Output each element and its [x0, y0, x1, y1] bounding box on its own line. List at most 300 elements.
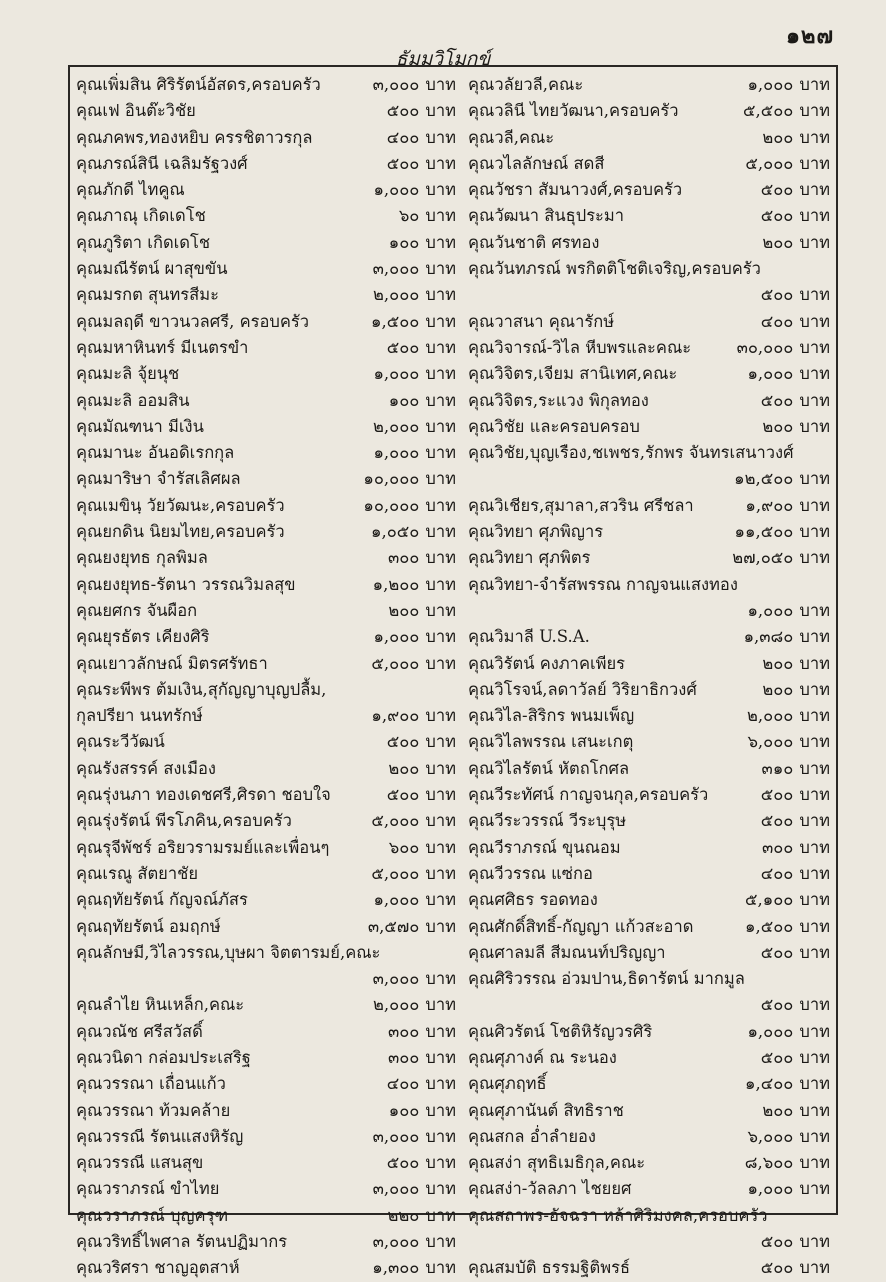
donor-entry — [76, 1176, 456, 1202]
donor-entry — [468, 1150, 830, 1176]
donor-name: คุณยกดิน นิยมไทย,ครอบครัว — [76, 522, 285, 542]
donation-amount-group — [762, 414, 830, 440]
currency-unit: บาท — [799, 337, 830, 357]
donation-amount: ๓,๐๐๐ — [372, 1126, 420, 1146]
donation-amount-group — [824, 572, 830, 598]
donor-entry — [76, 1045, 456, 1071]
running-header: ธัมมวิโมกข์ — [395, 48, 491, 70]
donation-amount: ๑,๐๐๐ — [747, 1179, 794, 1199]
currency-unit: บาท — [799, 890, 830, 910]
donation-amount-group — [388, 598, 456, 624]
currency-unit: บาท — [799, 548, 830, 568]
donor-entry — [468, 782, 830, 808]
donor-entry — [468, 125, 830, 151]
donation-amount-group — [387, 1071, 456, 1097]
donation-amount: ๕๐๐ — [760, 995, 794, 1015]
donation-amount: ๖,๐๐๐ — [747, 732, 794, 752]
donation-amount-group — [761, 782, 830, 808]
donor-name: คุณสง่า สุทธิเมธิกุล,คณะ — [468, 1153, 646, 1173]
donor-name: คุณวิรัตน์ คงภาคเพียร — [468, 653, 626, 673]
currency-unit: บาท — [799, 180, 830, 200]
donor-name: คุณเยาวลักษณ์ มิตรศรัทธา — [76, 653, 268, 673]
donation-amount: ๑๐,๐๐๐ — [363, 495, 420, 515]
donor-entry — [468, 519, 830, 545]
currency-unit: บาท — [799, 1153, 830, 1173]
currency-unit: บาท — [799, 495, 830, 515]
donor-name: คุณเฟ อินต๊ะวิชัย — [76, 101, 196, 121]
currency-unit: บาท — [799, 785, 830, 805]
currency-unit: บาท — [425, 811, 456, 831]
donation-amount-group — [373, 887, 456, 913]
donor-name: คุณวันชาติ ศรทอง — [468, 232, 600, 252]
donor-entry — [76, 125, 456, 151]
currency-unit: บาท — [425, 758, 456, 778]
donor-entry — [76, 72, 456, 98]
donation-amount-group — [762, 677, 830, 703]
currency-unit: บาท — [425, 863, 456, 883]
donor-entry — [468, 1176, 830, 1202]
currency-unit: บาท — [799, 206, 830, 226]
donor-name: คุณวิจารณ์-วิไล หีบพรและคณะ — [468, 337, 692, 357]
currency-unit: บาท — [799, 732, 830, 752]
currency-unit: บาท — [799, 837, 830, 857]
donor-entry — [76, 966, 456, 992]
donation-amount-group — [824, 256, 830, 282]
donor-entry — [468, 388, 830, 414]
donation-amount: ๘,๖๐๐ — [744, 1153, 794, 1173]
donation-amount: ๕๐๐ — [760, 180, 794, 200]
currency-unit: บาท — [425, 285, 456, 305]
donation-amount-group — [373, 72, 456, 98]
donor-name: คุณรุจีพัชร์ อริยวรามรมย์และเพื่อนๆ — [76, 837, 330, 857]
currency-unit: บาท — [799, 1258, 830, 1278]
donation-amount-group — [373, 572, 456, 598]
currency-unit: บาท — [425, 1100, 456, 1120]
donor-entry — [76, 1124, 456, 1150]
donation-amount: ๑,๐๐๐ — [747, 364, 794, 384]
donor-entry — [76, 335, 456, 361]
donor-entry — [468, 729, 830, 755]
donor-entry — [468, 1045, 830, 1071]
donation-amount-group — [761, 861, 830, 887]
donor-entry — [76, 361, 456, 387]
donation-amount: ๑,๐๕๐ — [371, 522, 420, 542]
donor-name: คุณวณัช ศรีสวัสดิ์ — [76, 1021, 203, 1041]
donor-entry — [468, 940, 830, 966]
donation-amount: ๑,๐๐๐ — [373, 627, 420, 647]
currency-unit: บาท — [799, 311, 830, 331]
donor-entry — [468, 361, 830, 387]
donation-amount-group — [387, 335, 456, 361]
donor-entry — [76, 203, 456, 229]
donor-entry — [468, 256, 830, 282]
donation-amount: ๒,๐๐๐ — [373, 995, 420, 1015]
currency-unit: บาท — [425, 364, 456, 384]
donation-amount-group — [761, 1229, 830, 1255]
donation-amount: ๔๐๐ — [760, 863, 794, 883]
donor-entry — [468, 861, 830, 887]
currency-unit: บาท — [799, 863, 830, 883]
donation-amount: ๓,๐๐๐ — [372, 259, 420, 279]
currency-unit: บาท — [799, 469, 830, 489]
currency-unit: บาท — [425, 732, 456, 752]
donor-entry — [468, 335, 830, 361]
donation-amount-group — [732, 545, 830, 571]
donor-name: คุณฤทัยรัตน์ กัญจณ์ภัสร — [76, 890, 248, 910]
donor-name: คุณมะลิ ออมสิน — [76, 390, 190, 410]
donor-name: คุณมหาหินทร์ มีเนตรขำ — [76, 337, 249, 357]
donor-entry — [76, 572, 456, 598]
donor-entry — [76, 1229, 456, 1255]
donor-entry — [76, 1098, 456, 1124]
donor-name: คุณวีวรรณ แซ่กอ — [468, 863, 593, 883]
donor-name: คุณรุ่งรัตน์ พีรโภคิน,ครอบครัว — [76, 811, 292, 831]
donor-entry — [468, 466, 830, 492]
donor-name: คุณศักดิ์สิทธิ์-กัญญา แก้วสะอาด — [468, 916, 694, 936]
donation-amount-group — [388, 756, 456, 782]
donor-name: คุณลักษมี,วิไลวรรณ,บุษผา จิตตารมย์,คณะ — [76, 942, 381, 962]
donation-amount: ๑,๐๐๐ — [747, 600, 794, 620]
donor-name: คุณเรณู สัตยาชัย — [76, 863, 198, 883]
donation-amount-group — [371, 651, 456, 677]
donation-amount: ๑๐,๐๐๐ — [363, 469, 420, 489]
donor-name: คุณวิมาลี U.S.A. — [468, 627, 590, 647]
donor-name: คุณภรณ์สินี เฉลิมรัฐวงศ์ — [76, 153, 248, 173]
donor-name: คุณวิทยา ศุภพิญาร — [468, 522, 604, 542]
donor-entry — [76, 782, 456, 808]
donation-amount: ๕,๐๐๐ — [371, 653, 420, 673]
donor-name: คุณฤทัยรัตน์ อมฤกษ์ — [76, 916, 221, 936]
donation-amount-group — [389, 1098, 456, 1124]
donation-amount: ๕๐๐ — [760, 785, 794, 805]
currency-unit: บาท — [799, 916, 830, 936]
donor-entry — [468, 966, 830, 992]
donor-entry — [468, 230, 830, 256]
currency-unit: บาท — [799, 1126, 830, 1146]
donor-name: คุณยุรธัตร เคียงศิริ — [76, 627, 210, 647]
currency-unit: บาท — [425, 1153, 456, 1173]
donation-amount: ๑,๓๘๐ — [743, 627, 794, 647]
currency-unit: บาท — [799, 232, 830, 252]
donation-amount: ๑,๕๐๐ — [745, 916, 794, 936]
donor-entry — [76, 887, 456, 913]
donation-amount: ๕๐๐ — [760, 390, 794, 410]
donor-name: คุณวัฒนา สินธุประมา — [468, 206, 625, 226]
donor-entry — [76, 1203, 456, 1229]
donation-amount-group — [388, 1019, 456, 1045]
donor-name: คุณศุภางค์ ณ ระนอง — [468, 1047, 617, 1067]
donation-amount-group — [761, 1045, 830, 1071]
donor-entry — [76, 414, 456, 440]
donation-amount: ๕,๕๐๐ — [743, 101, 794, 121]
donor-name: คุณเพิ่มสิน ศิริรัตน์อัสดร,ครอบครัว — [76, 75, 321, 94]
donor-name: คุณศาลมลี สีมณนท์ปริญญา — [468, 942, 666, 962]
donation-amount-group — [387, 1150, 456, 1176]
page-number: ๑๒๗ — [785, 23, 834, 49]
donation-amount: ๕๐๐ — [760, 285, 794, 305]
donor-name: คุณวรรณา เถื่อนแก้ว — [76, 1074, 226, 1094]
donor-name: คุณวิจิตร,ระแวง พิกุลทอง — [468, 390, 649, 410]
donation-amount: ๓๐๐ — [387, 548, 420, 568]
donor-name: คุณวาสนา คุณารักษ์ — [468, 311, 615, 331]
donation-amount: ๑,๐๐๐ — [373, 443, 420, 463]
donor-entry — [76, 98, 456, 124]
donor-entry — [468, 651, 830, 677]
donation-amount: ๑,๐๐๐ — [373, 180, 420, 200]
donation-amount-group — [734, 466, 830, 492]
currency-unit: บาท — [425, 706, 456, 726]
donor-name: คุณภคพร,ทองหยิบ ครรชิตาวรกุล — [76, 127, 313, 147]
donation-amount: ๕,๐๐๐ — [371, 863, 420, 883]
donor-name: คุณวไลลักษณ์ สดสี — [468, 153, 605, 173]
currency-unit: บาท — [425, 890, 456, 910]
donation-amount-group — [761, 992, 830, 1018]
donor-name: คุณมานะ อันอดิเรกกุล — [76, 443, 235, 463]
donor-entry — [468, 677, 830, 703]
donor-name: คุณสง่า-วัลลภา ไชยยศ — [468, 1179, 632, 1199]
donor-entry — [468, 624, 830, 650]
donor-entry — [76, 835, 456, 861]
donation-amount-group — [747, 1124, 830, 1150]
donation-amount: ๑๐๐ — [388, 1100, 420, 1120]
donor-name: คุณวิไลพรรณ เสนะเกตุ — [468, 732, 634, 752]
donor-name: คุณวรรณี แสนสุข — [76, 1153, 204, 1173]
donor-name: คุณศศิธร รอดทอง — [468, 890, 598, 910]
donor-name: คุณวรรณา ท้วมคล้าย — [76, 1100, 231, 1120]
donation-amount-group — [761, 940, 830, 966]
donation-amount-group — [450, 940, 456, 966]
donor-entry — [468, 914, 830, 940]
donor-name: คุณวิเชียร,สุมาลา,สวริน ศรีชลา — [468, 495, 694, 515]
donor-entry — [76, 1150, 456, 1176]
donation-amount: ๖๐ — [398, 206, 420, 226]
currency-unit: บาท — [425, 837, 456, 857]
donor-name: คุณมะลิ จุ้ยนุช — [76, 364, 180, 384]
donation-amount: ๕๐๐ — [386, 785, 420, 805]
currency-unit: บาท — [425, 337, 456, 357]
currency-unit: บาท — [425, 1205, 456, 1225]
currency-unit: บาท — [425, 522, 456, 542]
donation-amount: ๖๐๐ — [388, 837, 420, 857]
donor-entry — [76, 1019, 456, 1045]
donation-amount-group — [745, 914, 830, 940]
donation-amount-group — [373, 1124, 456, 1150]
donor-name: คุณมาริษา จำรัสเลิศผล — [76, 469, 241, 489]
donation-amount: ๑,๙๐๐ — [371, 706, 420, 726]
donation-amount: ๑,๐๐๐ — [373, 364, 420, 384]
currency-unit: บาท — [425, 995, 456, 1015]
donation-amount-group — [363, 466, 456, 492]
donation-amount: ๒๐๐ — [762, 127, 794, 147]
donation-amount: ๓,๐๐๐ — [372, 1179, 420, 1199]
donation-amount: ๓๐,๐๐๐ — [736, 337, 794, 357]
donation-amount-group — [747, 729, 830, 755]
donation-amount: ๑,๔๐๐ — [745, 1074, 794, 1094]
donation-amount-group — [745, 493, 830, 519]
donor-name: คุณศิวรัตน์ โชติหิรัญวรศิริ — [468, 1021, 653, 1041]
donation-amount: ๓๐๐ — [761, 837, 794, 857]
donation-amount: ๕๐๐ — [760, 1047, 794, 1067]
donor-name: คุณสกล อ่ำลำยอง — [468, 1126, 596, 1146]
donation-amount: ๕๐๐ — [760, 811, 794, 831]
donation-amount-group — [373, 414, 456, 440]
donor-entry — [468, 1203, 830, 1229]
donor-entry — [76, 703, 456, 729]
donation-amount-group — [389, 835, 456, 861]
donation-amount: ๑๒,๕๐๐ — [734, 469, 794, 489]
donor-entry — [76, 466, 456, 492]
currency-unit: บาท — [799, 706, 830, 726]
currency-unit: บาท — [425, 627, 456, 647]
donation-amount: ๒๒๐ — [387, 1205, 420, 1225]
donation-amount: ๖,๐๐๐ — [747, 1126, 794, 1146]
donation-amount: ๒,๐๐๐ — [373, 285, 420, 305]
donation-amount: ๑,๐๐๐ — [747, 1021, 794, 1041]
donor-name: คุณมรกต สุนทรสีมะ — [76, 285, 219, 305]
currency-unit: บาท — [425, 416, 456, 436]
donor-name: คุณวราภรณ์ บุญครุฑ — [76, 1205, 229, 1225]
donation-amount: ๕๐๐ — [386, 153, 420, 173]
donor-entry — [76, 151, 456, 177]
donor-name: คุณรังสรรค์ สงเมือง — [76, 758, 216, 778]
donation-amount-group — [373, 256, 456, 282]
donation-amount: ๕๐๐ — [386, 101, 420, 121]
donation-amount-group — [371, 703, 456, 729]
donation-amount-group — [747, 361, 830, 387]
donor-name: คุณมลฤดี ขาวนวลศรี, ครอบครัว — [76, 311, 310, 331]
donation-amount-group — [363, 493, 456, 519]
donor-entry — [468, 1229, 830, 1255]
donor-entry — [468, 887, 830, 913]
donor-list-left-column — [76, 72, 456, 1282]
donor-name: คุณสมบัติ ธรรมฐิติพรธ์ — [468, 1258, 631, 1278]
donor-entry — [76, 598, 456, 624]
donation-amount: ๑,๓๐๐ — [372, 1258, 420, 1278]
currency-unit: บาท — [799, 758, 830, 778]
donation-amount: ๓,๐๐๐ — [372, 1232, 420, 1252]
donor-name: คุณวรรณี รัตนแสงหิรัญ — [76, 1126, 244, 1146]
donation-amount-group — [762, 1098, 830, 1124]
currency-unit: บาท — [799, 1074, 830, 1094]
donor-name: คุณเมขินฺ วัยวัฒนะ,ครอบครัว — [76, 495, 285, 515]
donor-name: คุณวราภรณ์ ขำไทย — [76, 1179, 220, 1199]
donor-name: คุณวิชัย,บุญเรือง,ชเพชร,รักพร จันทรเสนาวงศ์ — [468, 443, 794, 463]
donor-entry — [468, 1098, 830, 1124]
donor-entry — [468, 440, 830, 466]
donation-amount-group — [745, 887, 830, 913]
donation-amount: ๒๐๐ — [388, 600, 420, 620]
donation-amount: ๑,๕๐๐ — [371, 311, 420, 331]
donation-amount: ๓๑๐ — [761, 758, 794, 778]
donor-entry — [468, 1255, 830, 1281]
donation-amount: ๑,๒๐๐ — [372, 574, 420, 594]
donor-entry — [468, 177, 830, 203]
donation-amount-group — [372, 1255, 456, 1281]
donation-amount-group — [762, 651, 830, 677]
currency-unit: บาท — [799, 75, 830, 94]
donation-amount-group — [824, 966, 830, 992]
donor-name: คุณวีราภรณ์ ขุนณอม — [468, 837, 621, 857]
donation-amount-group — [371, 861, 456, 887]
donation-amount: ๕๐๐ — [386, 337, 420, 357]
donation-amount-group — [761, 388, 830, 414]
donor-entry — [76, 651, 456, 677]
donation-amount-group — [387, 98, 456, 124]
donation-amount-group — [762, 756, 830, 782]
currency-unit: บาท — [799, 600, 830, 620]
donation-amount-group — [762, 835, 830, 861]
currency-unit: บาท — [799, 811, 830, 831]
donor-name: คุณระวีวัฒน์ — [76, 732, 165, 752]
donor-name: คุณระพีพร ต้มเงิน,สุกัญญาบุญปลื้ม, — [76, 679, 327, 699]
currency-unit: บาท — [799, 127, 830, 147]
donor-entry — [468, 414, 830, 440]
donation-amount-group — [747, 703, 830, 729]
donor-entry — [468, 598, 830, 624]
donation-amount: ๕๐๐ — [386, 1153, 420, 1173]
donation-amount-group — [371, 309, 456, 335]
donation-amount-group — [761, 282, 830, 308]
donor-name: คุณวริศรา ชาญอุตสาห์ — [76, 1258, 240, 1278]
donation-amount: ๒๐๐ — [762, 232, 794, 252]
donation-amount-group — [761, 203, 830, 229]
donor-entry — [468, 72, 830, 98]
currency-unit: บาท — [425, 390, 456, 410]
donation-amount-group — [761, 808, 830, 834]
donation-amount-group — [762, 230, 830, 256]
donation-amount-group — [388, 1045, 456, 1071]
donation-amount-group — [761, 177, 830, 203]
currency-unit: บาท — [799, 390, 830, 410]
currency-unit: บาท — [799, 522, 830, 542]
donor-entry — [76, 519, 456, 545]
currency-unit: บาท — [799, 942, 830, 962]
donor-entry — [76, 177, 456, 203]
donor-entry — [76, 440, 456, 466]
currency-unit: บาท — [425, 548, 456, 568]
donor-name: คุณภูริตา เกิดเดโช — [76, 232, 211, 252]
donor-name: คุณวีระวรรณ์ วีระบุรุษ — [468, 811, 627, 831]
donor-entry — [76, 756, 456, 782]
donor-entry — [76, 493, 456, 519]
donor-entry — [468, 545, 830, 571]
donor-name: คุณสถาพร-อัจฉรา หล้าศิริมงคล,ครอบครัว — [468, 1205, 768, 1225]
currency-unit: บาท — [425, 180, 456, 200]
donor-entry — [76, 861, 456, 887]
currency-unit: บาท — [799, 285, 830, 305]
donor-entry — [468, 703, 830, 729]
currency-unit: บาท — [425, 206, 456, 226]
donation-amount: ๑๑,๕๐๐ — [734, 522, 794, 542]
donation-amount: ๒๐๐ — [762, 1100, 794, 1120]
donation-amount-group — [761, 309, 830, 335]
donation-amount-group — [373, 361, 456, 387]
donor-entry — [468, 1124, 830, 1150]
currency-unit: บาท — [799, 416, 830, 436]
donor-entry — [468, 98, 830, 124]
donor-name: คุณรุ่งนภา ทองเดชศรี,ศิรดา ชอบใจ — [76, 785, 331, 805]
donation-amount-group — [744, 624, 830, 650]
donor-name: คุณมณีรัตน์ ผาสุขขัน — [76, 259, 228, 279]
donation-amount: ๓,๕๗๐ — [367, 916, 420, 936]
donor-name: คุณวันทภรณ์ พรกิตติโชติเจริญ,ครอบครัว — [468, 259, 761, 279]
donor-name: คุณศุภานันต์ สิทธิราช — [468, 1100, 624, 1120]
donor-name: คุณมัณฑนา มีเงิน — [76, 416, 204, 436]
donation-amount: ๕,๐๐๐ — [745, 153, 794, 173]
donor-name: คุณวิจิตร,เจียม สานิเทศ,คณะ — [468, 364, 678, 384]
donor-entry — [468, 1071, 830, 1097]
donor-entry — [76, 230, 456, 256]
